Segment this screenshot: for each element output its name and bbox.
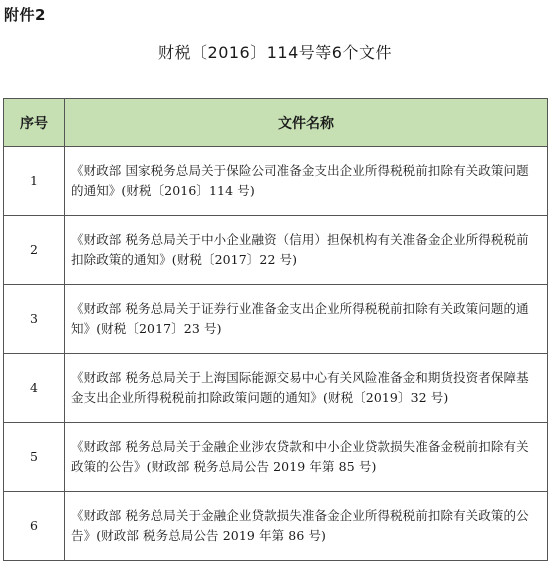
table-row xyxy=(4,147,548,216)
table-row xyxy=(4,216,548,285)
table-row xyxy=(4,285,548,354)
row-file-name: 《财政部 税务总局关于上海国际能源交易中心有关风险准备金和期货投资者保障基金支出企业所得税税前扣除政策问题的通知》(财税〔2019〕32 号) xyxy=(65,354,548,423)
row-file-name: 《财政部 税务总局关于证券行业准备金支出企业所得税税前扣除有关政策问题的通知》(财税〔2017〕23 号) xyxy=(65,285,548,354)
table-row xyxy=(4,492,548,561)
row-index: 6 xyxy=(4,492,65,561)
row-index: 4 xyxy=(4,354,65,423)
table-header-row xyxy=(4,99,548,147)
row-file-name: 《财政部 国家税务总局关于保险公司准备金支出企业所得税税前扣除有关政策问题的通知》(财税〔2016〕114 号) xyxy=(65,147,548,216)
row-index: 3 xyxy=(4,285,65,354)
column-header-index: 序号 xyxy=(4,99,65,147)
table-row xyxy=(4,354,548,423)
row-index: 2 xyxy=(4,216,65,285)
row-file-name: 《财政部 税务总局关于中小企业融资（信用）担保机构有关准备金企业所得税税前扣除政策的通知》(财税〔2017〕22 号) xyxy=(65,216,548,285)
attachment-label: 附件2 xyxy=(4,6,46,24)
column-header-file-name: 文件名称 xyxy=(65,99,548,147)
row-file-name: 《财政部 税务总局关于金融企业涉农贷款和中小企业贷款损失准备金税前扣除有关政策的公告》(财政部 税务总局公告 2019 年第 85 号) xyxy=(65,423,548,492)
row-index: 5 xyxy=(4,423,65,492)
row-file-name: 《财政部 税务总局关于金融企业贷款损失准备金企业所得税税前扣除有关政策的公告》(财政部 税务总局公告 2019 年第 86 号) xyxy=(65,492,548,561)
table-row xyxy=(4,423,548,492)
file-table xyxy=(3,98,548,561)
document-title: 财税〔2016〕114号等6个文件 xyxy=(158,43,392,62)
row-index: 1 xyxy=(4,147,65,216)
